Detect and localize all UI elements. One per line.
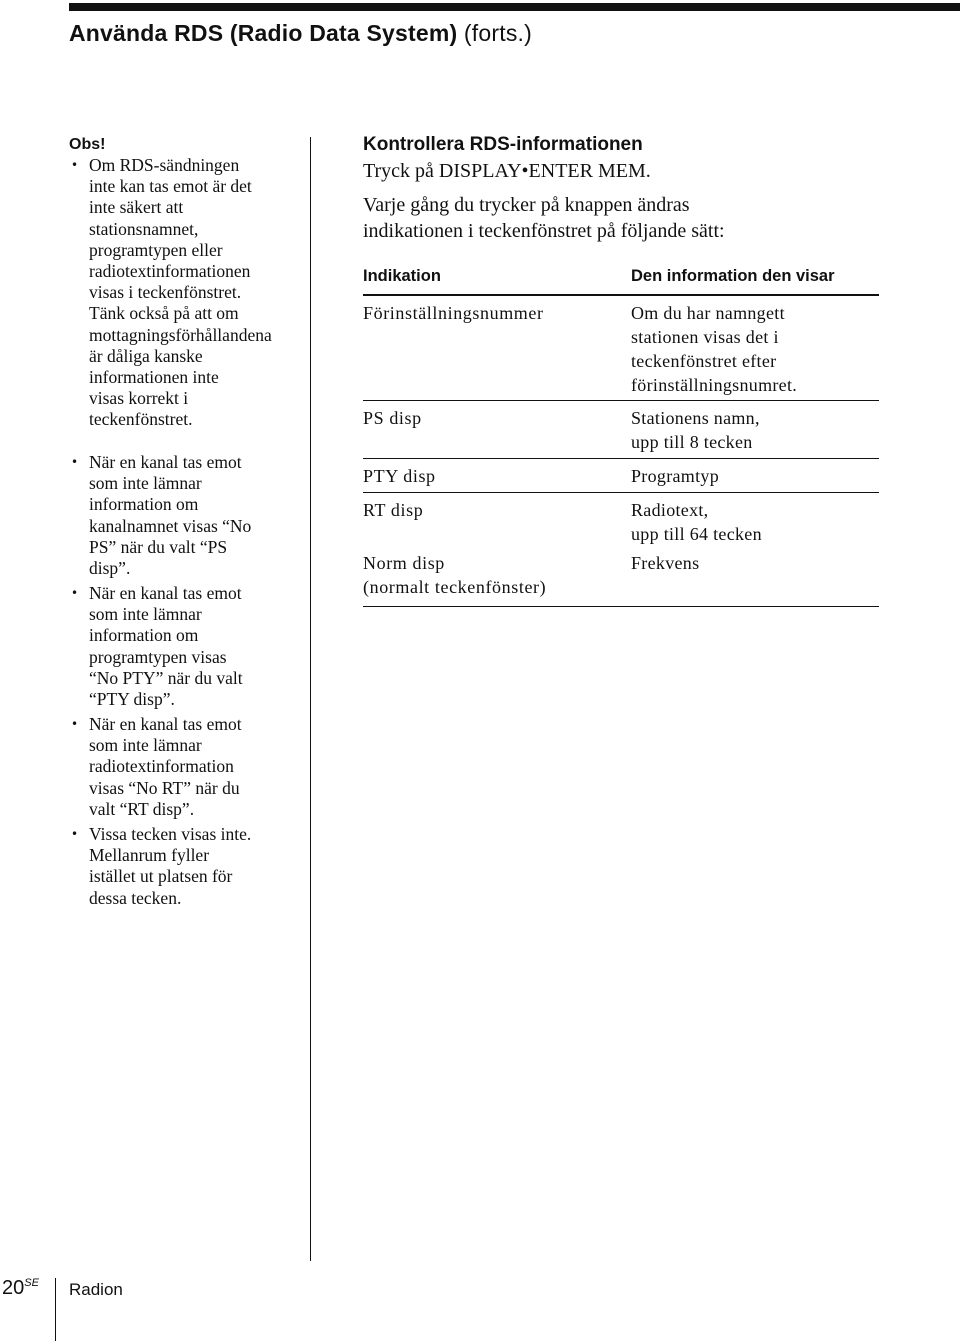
- page-title-suffix: (forts.): [457, 20, 532, 46]
- section-name: Radion: [69, 1280, 123, 1299]
- section-heading: Kontrollera RDS-informationen: [363, 134, 643, 155]
- note-item: [69, 155, 299, 451]
- header-indication: Indikation: [363, 267, 441, 285]
- table-row: [363, 401, 879, 459]
- display-table: [363, 264, 879, 607]
- note-text: När en kanal tas emot som inte lämnar information om kanalnamnet visas “No PS” när du valt “PS disp”.: [89, 452, 252, 579]
- page-number-value: 20: [2, 1277, 25, 1299]
- cell-info: Programtyp: [631, 466, 719, 486]
- cell-info: Radiotext, upp till 64 tecken: [631, 500, 762, 544]
- cell-indication: PTY disp: [363, 466, 436, 486]
- note-text: Om RDS-sändningen inte kan tas emot är det inte säkert att stationsnamnet, programtypen eller radiotextinformationen visas i teckenfönstret. Tänk också på att om mottagningsförhållandena är dåliga kanske informationen inte visas korrekt i teckenfönstret.: [89, 155, 272, 430]
- cell-info: Frekvens: [631, 553, 700, 573]
- page-number-suffix: SE: [24, 1277, 39, 1289]
- cell-indication: RT disp: [363, 500, 424, 520]
- table-row: [363, 551, 879, 607]
- page-number: [2, 1277, 39, 1300]
- cell-info: Stationens namn, upp till 8 tecken: [631, 408, 760, 452]
- note-item: [69, 714, 299, 823]
- note-text: När en kanal tas emot som inte lämnar radiotextinformation visas “No RT” när du valt “RT disp”.: [89, 714, 242, 819]
- note-text: När en kanal tas emot som inte lämnar information om programtypen visas “No PTY” när du valt “PTY disp”.: [89, 583, 243, 710]
- bullet-icon: •: [71, 158, 79, 172]
- note-item: [69, 824, 299, 912]
- column-divider: [310, 137, 311, 1261]
- main-column: [363, 132, 879, 244]
- cell-indication: Norm disp (normalt teckenfönster): [363, 553, 547, 597]
- header-info: Den information den visar: [631, 267, 835, 285]
- table-row: [363, 459, 879, 493]
- table-row: [363, 493, 879, 551]
- bullet-icon: •: [71, 455, 79, 469]
- top-rule: [69, 3, 960, 11]
- notes-heading: Obs!: [69, 136, 106, 153]
- footer-divider: [55, 1278, 56, 1341]
- intro-text: Varje gång du trycker på knappen ändras indikationen i teckenfönstret på följande sätt:: [363, 194, 725, 242]
- page-title-main: Använda RDS (Radio Data System): [69, 20, 458, 46]
- instruction-text: Tryck på DISPLAY•ENTER MEM.: [363, 160, 651, 182]
- cell-info: Om du har namngett stationen visas det i teckenfönstret efter förinställningsnumret.: [631, 303, 798, 395]
- note-item: [69, 452, 299, 582]
- table-row: [363, 296, 879, 401]
- notes-list: [69, 155, 299, 912]
- notes-column: [69, 134, 299, 913]
- cell-indication: Förinställningsnummer: [363, 303, 544, 323]
- table-header-row: [363, 264, 879, 296]
- bullet-icon: •: [71, 827, 79, 841]
- bullet-icon: •: [71, 717, 79, 731]
- bullet-icon: •: [71, 586, 79, 600]
- cell-indication: PS disp: [363, 408, 422, 428]
- page-title: [69, 20, 532, 47]
- note-text: Vissa tecken visas inte. Mellanrum fyller istället ut platsen för dessa tecken.: [89, 824, 252, 908]
- note-item: [69, 583, 299, 713]
